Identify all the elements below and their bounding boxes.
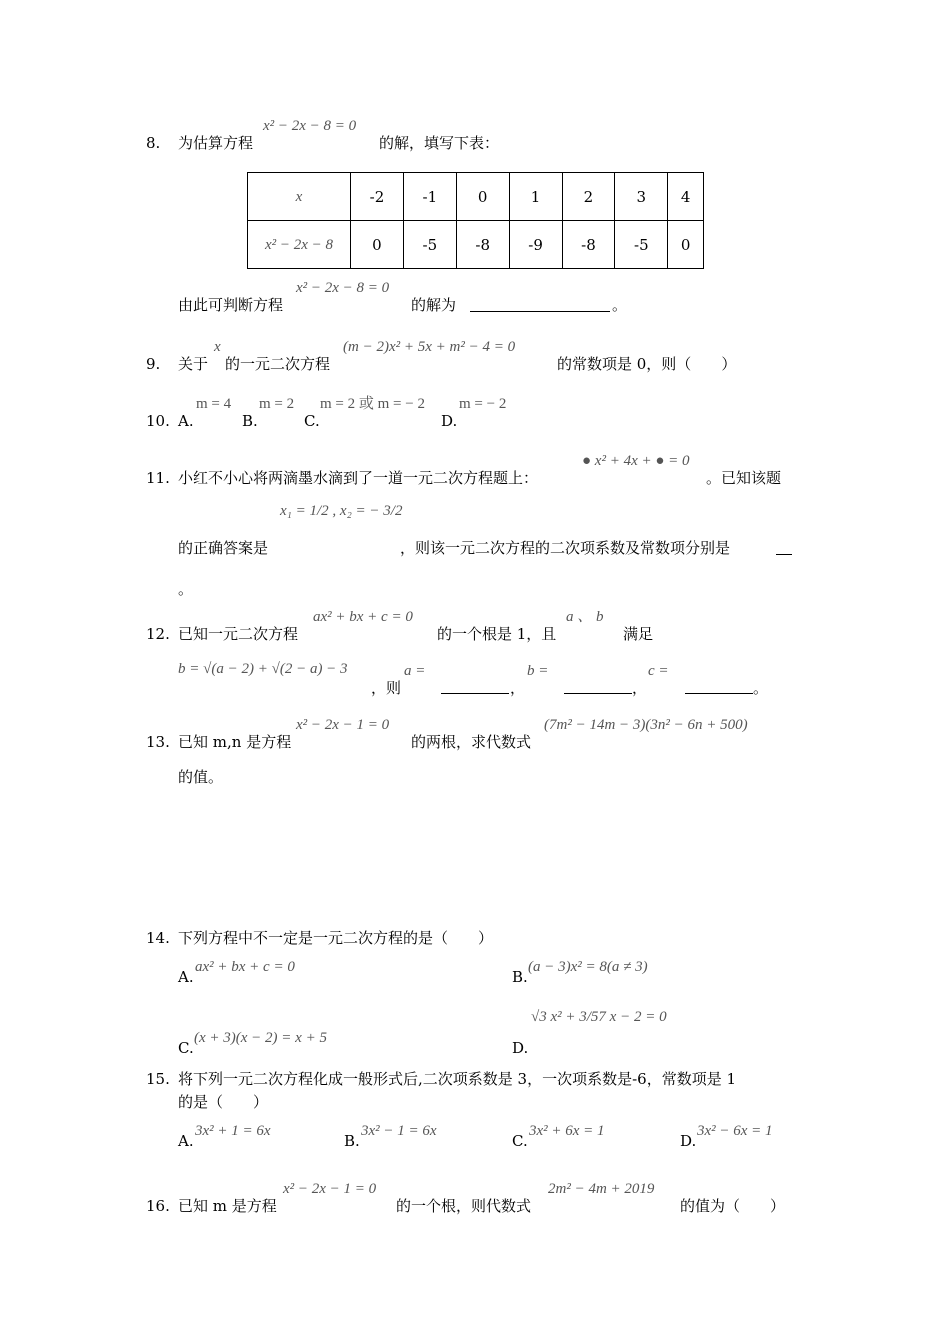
q8-number: 8. (146, 134, 161, 152)
q12-a-blank[interactable] (441, 693, 509, 694)
q12-comma: ， (632, 679, 648, 697)
table-cell-x: 1 (509, 173, 562, 221)
q10-number: 10. (146, 412, 170, 430)
q14-option-math: √3 x² + 3/57 x − 2 = 0 (531, 1009, 667, 1025)
q12-b-blank[interactable] (564, 693, 632, 694)
q13-expression: (7m² − 14m − 3)(3n² − 6n + 500) (544, 717, 748, 733)
q11-equation: ● x² + 4x + ● = 0 (582, 453, 690, 469)
q15-option-math: 3x² + 1 = 6x (195, 1123, 271, 1139)
q11-answer-blank[interactable] (776, 554, 792, 555)
q14-option-label[interactable]: C. (178, 1039, 194, 1057)
table-cell-y: -5 (403, 221, 456, 269)
table-cell-x: 4 (668, 173, 704, 221)
q12-c-eq: c = (648, 663, 669, 679)
q8-conclusion-equation: x² − 2x − 8 = 0 (296, 280, 390, 296)
q8-intro: 为估算方程 (178, 134, 254, 152)
q10-option-label[interactable]: B. (242, 412, 258, 430)
q10-option-math: m = − 2 (459, 396, 507, 412)
q15-option-math: 3x² + 6x = 1 (529, 1123, 605, 1139)
q12-b-eq: b = (527, 663, 549, 679)
table-cell-x: 2 (562, 173, 615, 221)
table-cell-x: 0 (456, 173, 509, 221)
q16-number: 16. (146, 1197, 170, 1215)
q9-number: 9. (146, 355, 161, 373)
q14-stem: 下列方程中不一定是一元二次方程的是（ ） (178, 929, 494, 947)
table-cell-y: -8 (456, 221, 509, 269)
q8-conclusion-pre: 由此可判断方程 (178, 296, 284, 314)
q8-conclusion-post: 的解为 (411, 296, 457, 314)
q12-condition: b = √(a − 2) + √(2 − a) − 3 (178, 661, 348, 677)
q13-pre: 已知 m,n 是方程 (178, 733, 292, 751)
q16-mid: 的一个根，则代数式 (396, 1197, 532, 1215)
q10-option-label[interactable]: A. (178, 412, 194, 430)
q16-equation: x² − 2x − 1 = 0 (283, 1181, 377, 1197)
q12-post: 满足 (623, 625, 654, 643)
q11-number: 11. (146, 469, 170, 487)
q12-number: 12. (146, 625, 170, 643)
table-cell-y: -9 (509, 221, 562, 269)
q10-option-math: m = 2 (259, 396, 295, 412)
table-cell-y: 0 (351, 221, 404, 269)
q11-text2-post: ，则该一元二次方程的二次项系数及常数项分别是 (400, 539, 731, 557)
q15-option-label[interactable]: C. (512, 1132, 528, 1150)
q14-option-math: ax² + bx + c = 0 (195, 959, 295, 975)
q12-equation: ax² + bx + c = 0 (313, 609, 413, 625)
q9-post: 的常数项是 0，则（ ） (557, 355, 737, 373)
q8-table (247, 172, 704, 269)
q14-number: 14. (146, 929, 170, 947)
table-cell-y: -8 (562, 221, 615, 269)
q14-option-label[interactable]: B. (512, 968, 528, 986)
table-cell-x: -2 (351, 173, 404, 221)
q13-number: 13. (146, 733, 170, 751)
q12-c-blank[interactable] (685, 693, 753, 694)
q14-option-label[interactable]: D. (512, 1039, 529, 1057)
q9-pre: 关于 (178, 355, 209, 373)
q11-text3: 。 (178, 580, 194, 598)
q12-comma: ， (510, 679, 526, 697)
q15-number: 15. (146, 1070, 170, 1088)
q12-a-eq: a = (404, 663, 426, 679)
q10-option-math: m = 4 (196, 396, 232, 412)
q11-text1: 小红不小心将两滴墨水滴到了一道一元二次方程题上： (178, 469, 539, 487)
q8-conclusion-end: 。 (612, 296, 628, 314)
q8-after: 的解，填写下表： (379, 134, 500, 152)
q14-option-math: (x + 3)(x − 2) = x + 5 (194, 1030, 327, 1046)
q16-post: 的值为（ ） (680, 1197, 786, 1215)
q9-mid: 的一元二次方程 (225, 355, 331, 373)
table-head-x: x (248, 173, 351, 221)
table-cell-y: -5 (615, 221, 668, 269)
q10-option-label[interactable]: D. (441, 412, 458, 430)
q15-stem-line2: 的是（ ） (178, 1093, 269, 1111)
q13-line2: 的值。 (178, 768, 224, 786)
table-cell-x: -1 (403, 173, 456, 221)
q13-mid: 的两根，求代数式 (411, 733, 532, 751)
table-cell-x: 3 (615, 173, 668, 221)
q16-pre: 已知 m 是方程 (178, 1197, 277, 1215)
q13-equation: x² − 2x − 1 = 0 (296, 717, 390, 733)
q15-option-math: 3x² − 1 = 6x (361, 1123, 437, 1139)
q8-equation: x² − 2x − 8 = 0 (263, 118, 357, 134)
q16-expression: 2m² − 4m + 2019 (548, 1181, 655, 1197)
q15-option-math: 3x² − 6x = 1 (697, 1123, 773, 1139)
q12-mid: 的一个根是 1，且 (437, 625, 557, 643)
table-cell-y: 0 (668, 221, 704, 269)
q9-var: x (214, 339, 221, 355)
q11-text2-pre: 的正确答案是 (178, 539, 269, 557)
q14-option-math: (a − 3)x² = 8(a ≠ 3) (528, 959, 648, 975)
q15-option-label[interactable]: B. (344, 1132, 360, 1150)
q12-pre: 已知一元二次方程 (178, 625, 299, 643)
q11-text1-end: 。已知该题 (706, 469, 782, 487)
table-head-expression: x² − 2x − 8 (248, 221, 351, 269)
q10-option-math: m = 2 或 m = − 2 (320, 396, 425, 412)
q12-ab: a 、 b (566, 609, 604, 625)
q12-end: 。 (753, 679, 769, 697)
q15-option-label[interactable]: A. (178, 1132, 194, 1150)
q15-stem-line1: 将下列一元二次方程化成一般形式后,二次项系数是 3，一次项系数是-6，常数项是 1 (178, 1070, 737, 1088)
q9-equation: (m − 2)x² + 5x + m² − 4 = 0 (343, 339, 516, 355)
q11-roots: x₁ = 1/2 , x₂ = − 3/2 (280, 503, 403, 519)
q8-answer-blank[interactable] (470, 311, 610, 312)
q12-then: ，则 (371, 679, 402, 697)
q10-option-label[interactable]: C. (304, 412, 320, 430)
q14-option-label[interactable]: A. (178, 968, 194, 986)
q15-option-label[interactable]: D. (680, 1132, 697, 1150)
